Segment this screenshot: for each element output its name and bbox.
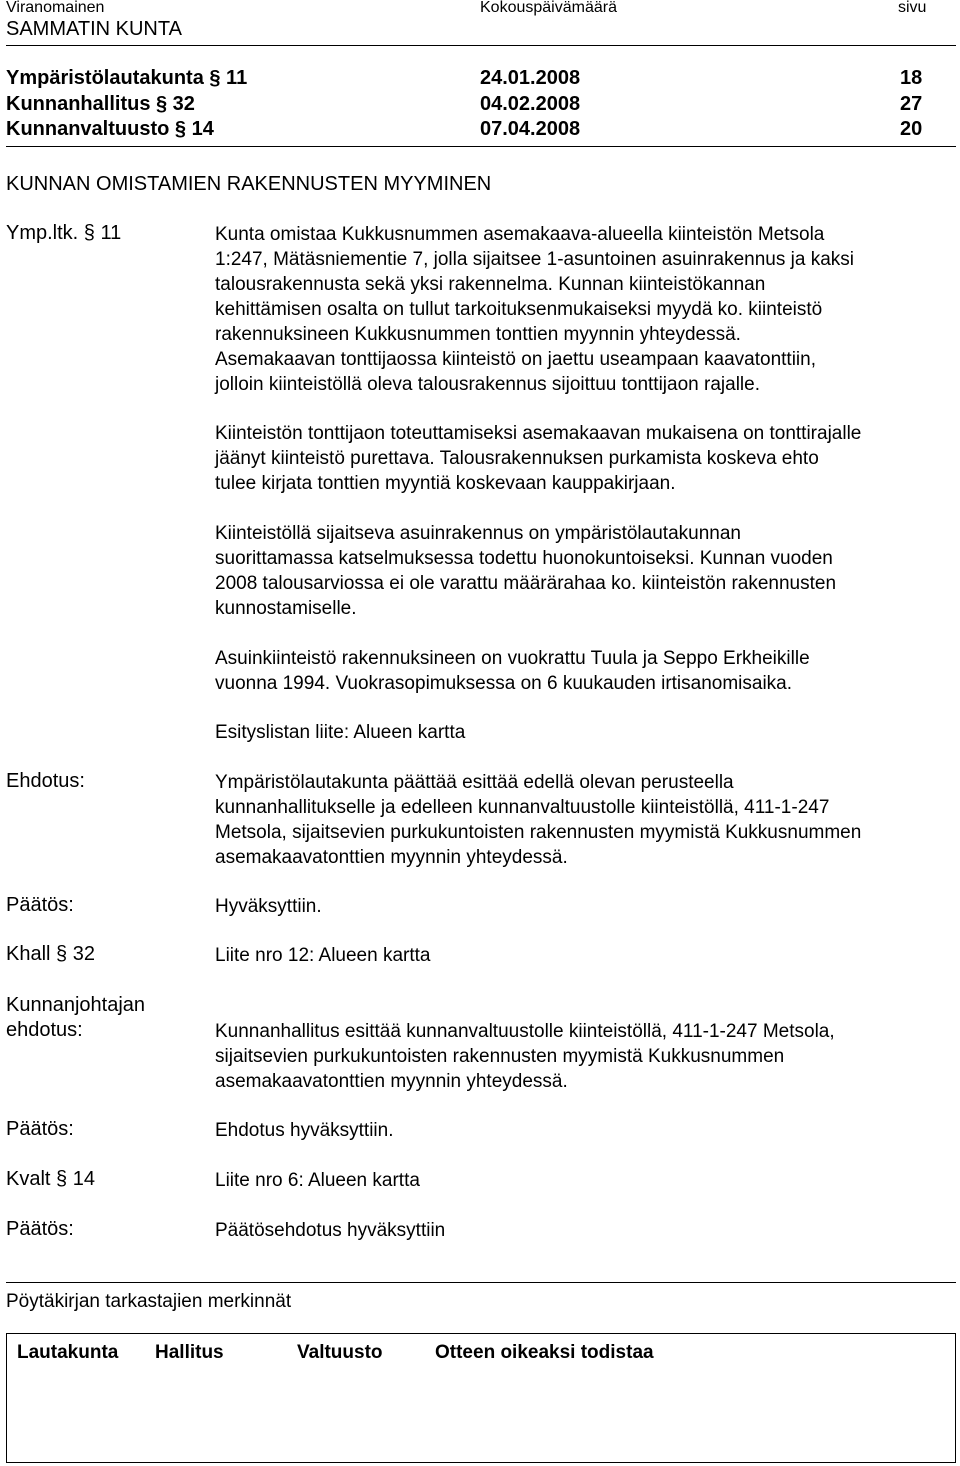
- reference-date: 24.01.2008: [480, 67, 581, 89]
- paragraph-line: suorittamassa katselmuksessa todettu huonokuntoiseksi. Kunnan vuoden: [215, 548, 833, 569]
- paragraph-line: tulee kirjata tonttien myyntiä koskevaan kauppakirjaan.: [215, 473, 676, 494]
- paragraph-line: talousrakennusta sekä yksi rakennelma. Kunnan kiinteistökannan: [215, 274, 766, 295]
- decision-label-kvalt: Kvalt § 14: [6, 1168, 95, 1190]
- header-page-label: sivu: [898, 0, 927, 16]
- paragraph-line: jäänyt kiinteistö purettava. Talousrakennuksen purkamista koskeva ehto: [215, 448, 819, 469]
- paragraph-line: asemakaavatonttien myynnin yhteydessä.: [215, 847, 568, 868]
- signature-column-hallitus: Hallitus: [155, 1342, 224, 1363]
- paragraph-line: Metsola, sijaitsevien purkukuntoisten rakennusten myymistä Kukkusnummen: [215, 822, 862, 843]
- decision-label-paatos-2: Päätös:: [6, 1118, 74, 1140]
- paragraph-line: Kiinteistön tonttijaon toteuttamiseksi asemakaavan mukaisena on tonttirajalle: [215, 423, 862, 444]
- reference-body: Kunnanvaltuusto § 14: [6, 118, 214, 140]
- header-authority-label: Viranomainen: [6, 0, 105, 16]
- paragraph-line: vuonna 1994. Vuokrasopimuksessa on 6 kuukauden irtisanomisaika.: [215, 673, 793, 694]
- paragraph-line: sijaitsevien purkukuntoisten rakennusten myymistä Kukkusnummen: [215, 1046, 785, 1067]
- paragraph-line: Päätösehdotus hyväksyttiin: [215, 1220, 446, 1241]
- paragraph-line: Esityslistan liite: Alueen kartta: [215, 722, 466, 743]
- paragraph-line: Asemakaavan tonttijaossa kiinteistö on jaettu useampaan kaavatonttiin,: [215, 349, 816, 370]
- paragraph-line: jolloin kiinteistöllä oleva talousrakennus sijoittuu tonttijaon rajalle.: [215, 374, 760, 395]
- decision-text-paatos-3: [215, 1218, 955, 1243]
- paragraph-line: Ympäristölautakunta päättää esittää edellä olevan perusteella: [215, 772, 734, 793]
- decision-text-paatos: [215, 894, 955, 919]
- signature-column-lautakunta: Lautakunta: [17, 1342, 119, 1363]
- reference-body: Kunnanhallitus § 32: [6, 93, 195, 115]
- document-title: KUNNAN OMISTAMIEN RAKENNUSTEN MYYMINEN: [6, 173, 492, 195]
- reference-date: 04.02.2008: [480, 93, 581, 115]
- signature-column-valtuusto: Valtuusto: [297, 1342, 383, 1363]
- paragraph-line: kunnanhallitukselle ja edelleen kunnanvaltuustolle kiinteistöllä, 411-1-247: [215, 797, 830, 818]
- organization-name: SAMMATIN KUNTA: [6, 18, 182, 40]
- decision-text-ehdotus: [215, 770, 955, 870]
- paragraph-line: Liite nro 12: Alueen kartta: [215, 945, 431, 966]
- reference-page: 18: [900, 67, 923, 89]
- reference-page: 20: [900, 118, 923, 140]
- paragraph-line: Kunnanhallitus esittää kunnanvaltuustolle kiinteistöllä, 411-1-247 Metsola,: [215, 1021, 835, 1042]
- decision-text-kvalt: [215, 1168, 955, 1193]
- decision-label-ehdotus: Ehdotus:: [6, 770, 85, 792]
- paragraph-line: kunnostamiselle.: [215, 598, 357, 619]
- signature-table: [6, 1333, 956, 1463]
- reference-body: Ympäristölautakunta § 11: [6, 67, 248, 89]
- paragraph-3: [215, 521, 955, 621]
- decision-text-khall: [215, 943, 955, 968]
- paragraph-line: 1:247, Mätäsniementie 7, jolla sijaitsee 1-asuntoinen asuinrakennus ja kaksi: [215, 249, 854, 270]
- paragraph-line: asemakaavatonttien myynnin yhteydessä.: [215, 1071, 568, 1092]
- footer-divider: [6, 1282, 956, 1283]
- paragraph-line: Asuinkiinteistö rakennuksineen on vuokrattu Tuula ja Seppo Erkheikille: [215, 648, 810, 669]
- paragraph-line: Hyväksyttiin.: [215, 896, 322, 917]
- decision-label-paatos: Päätös:: [6, 894, 74, 916]
- paragraph-line: Kiinteistöllä sijaitseva asuinrakennus on ympäristölautakunnan: [215, 523, 741, 544]
- header-meeting-date-label: Kokouspäivämäärä: [480, 0, 617, 16]
- paragraph-line: Liite nro 6: Alueen kartta: [215, 1170, 420, 1191]
- paragraph-line: 2008 talousarviossa ei ole varattu määrärahaa ko. kiinteistön rakennusten: [215, 573, 837, 594]
- paragraph-4: [215, 646, 955, 696]
- section-label: Ymp.ltk. § 11: [6, 222, 122, 244]
- paragraph-line: Ehdotus hyväksyttiin.: [215, 1120, 394, 1141]
- footer-caption: Pöytäkirjan tarkastajien merkinnät: [6, 1291, 292, 1312]
- decision-label-khall: Khall § 32: [6, 943, 95, 965]
- references-divider: [6, 146, 956, 147]
- decision-label-kunnanjohtajan: Kunnanjohtajan: [6, 994, 146, 1016]
- decision-label-paatos-3: Päätös:: [6, 1218, 74, 1240]
- decision-text-kunnanjohtajan: [215, 1019, 955, 1094]
- paragraph-1: [215, 222, 955, 397]
- attachment-note: [215, 720, 955, 745]
- paragraph-line: kehittämisen osalta on tullut tarkoituksenmukaiseksi myydä ko. kiinteistö: [215, 299, 823, 320]
- decision-text-paatos-2: [215, 1118, 955, 1143]
- signature-column-certification: Otteen oikeaksi todistaa: [435, 1342, 654, 1363]
- reference-page: 27: [900, 93, 923, 115]
- paragraph-line: rakennuksineen Kukkusnummen tonttien myynnin yhteydessä.: [215, 324, 741, 345]
- decision-label-ehdotus-2: ehdotus:: [6, 1019, 83, 1041]
- paragraph-line: Kunta omistaa Kukkusnummen asemakaava-alueella kiinteistön Metsola: [215, 224, 825, 245]
- reference-date: 07.04.2008: [480, 118, 581, 140]
- header-divider: [6, 45, 956, 46]
- paragraph-2: [215, 421, 955, 496]
